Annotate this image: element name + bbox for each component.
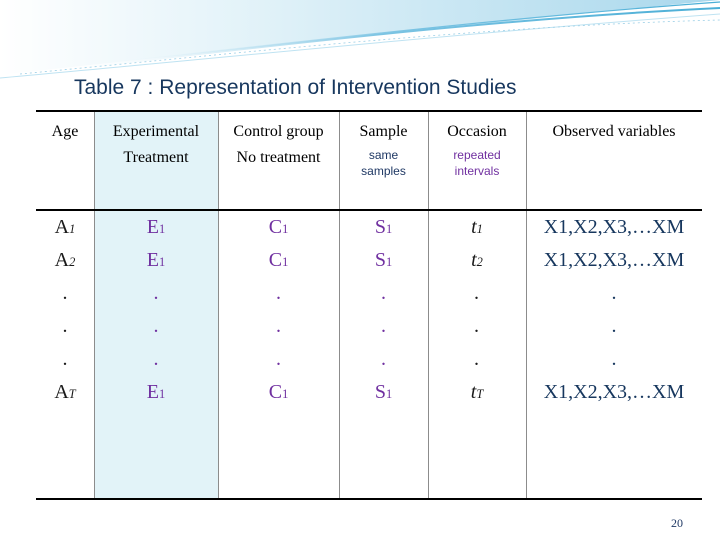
age-cell bbox=[36, 277, 94, 310]
table-top-rule bbox=[36, 110, 702, 112]
header-sample: Sample bbox=[359, 123, 408, 140]
age-value: A bbox=[54, 381, 69, 403]
header-age: Age bbox=[51, 123, 79, 140]
sample-cell bbox=[339, 244, 428, 279]
observed-cell: X1,X2,X3,…XM bbox=[543, 249, 685, 271]
sample-subscript: 1 bbox=[385, 255, 393, 269]
occasion-cell bbox=[428, 211, 526, 246]
experimental-value: E bbox=[146, 216, 159, 238]
header-sample-sub-line1: same bbox=[368, 148, 399, 162]
sample-value: S bbox=[374, 216, 386, 238]
control-cell bbox=[218, 376, 339, 411]
header-occasion: Occasion bbox=[447, 123, 507, 140]
sample-value: . bbox=[381, 315, 386, 337]
experimental-cell bbox=[94, 277, 218, 310]
age-cell bbox=[36, 343, 94, 376]
sample-cell bbox=[339, 343, 428, 376]
control-value: . bbox=[276, 315, 281, 337]
sample-cell bbox=[339, 277, 428, 310]
occasion-subscript: 2 bbox=[476, 255, 483, 269]
experimental-cell bbox=[94, 211, 218, 246]
header-experimental: Experimental bbox=[112, 123, 200, 140]
occasion-value: t bbox=[471, 249, 477, 271]
observed-cell: . bbox=[611, 282, 617, 304]
age-cell bbox=[36, 211, 94, 246]
experimental-subscript: 1 bbox=[159, 222, 166, 236]
control-cell bbox=[218, 343, 339, 376]
sample-value: . bbox=[381, 348, 386, 370]
age-value: . bbox=[62, 315, 68, 337]
experimental-cell bbox=[94, 310, 218, 343]
intervention-table bbox=[36, 110, 702, 500]
experimental-value: . bbox=[153, 315, 159, 337]
control-value: C bbox=[268, 216, 283, 238]
age-value: A bbox=[54, 249, 70, 271]
experimental-value: . bbox=[153, 348, 159, 370]
header-observed: Observed variables bbox=[552, 123, 676, 140]
control-subscript: 1 bbox=[282, 387, 289, 401]
sample-value: S bbox=[374, 381, 386, 403]
sample-subscript: 1 bbox=[385, 387, 393, 401]
control-value: C bbox=[268, 249, 283, 271]
observed-cell: X1,X2,X3,…XM bbox=[543, 216, 685, 238]
page-number: 20 bbox=[671, 516, 683, 530]
experimental-cell bbox=[94, 376, 218, 411]
experimental-value: E bbox=[146, 249, 159, 271]
control-cell bbox=[218, 211, 339, 246]
control-value: . bbox=[276, 348, 281, 370]
control-value: C bbox=[268, 381, 283, 403]
header-experimental-sub: Treatment bbox=[123, 149, 189, 166]
occasion-cell bbox=[428, 343, 526, 376]
occasion-cell bbox=[428, 376, 526, 411]
control-value: . bbox=[276, 282, 281, 304]
observed-cell: . bbox=[611, 348, 617, 370]
header-occasion-sub-line1: repeated bbox=[453, 148, 501, 162]
control-cell bbox=[218, 277, 339, 310]
experimental-cell bbox=[94, 343, 218, 376]
occasion-subscript: T bbox=[476, 387, 484, 401]
age-subscript: 2 bbox=[69, 255, 76, 269]
occasion-value: . bbox=[474, 282, 480, 304]
occasion-cell bbox=[428, 310, 526, 343]
header-control: Control group bbox=[233, 123, 324, 140]
age-subscript: 1 bbox=[69, 222, 76, 236]
header-occasion-sub-line2: intervals bbox=[454, 164, 500, 178]
sample-cell bbox=[339, 211, 428, 246]
observed-cell: X1,X2,X3,…XM bbox=[543, 381, 685, 403]
control-cell bbox=[218, 244, 339, 279]
experimental-subscript: 1 bbox=[159, 387, 166, 401]
occasion-cell bbox=[428, 277, 526, 310]
occasion-cell bbox=[428, 244, 526, 279]
age-subscript: T bbox=[68, 387, 76, 401]
age-cell bbox=[36, 310, 94, 343]
occasion-value: t bbox=[471, 216, 477, 238]
experimental-cell bbox=[94, 244, 218, 279]
age-cell bbox=[36, 376, 94, 411]
occasion-value: . bbox=[474, 348, 480, 370]
sample-subscript: 1 bbox=[385, 222, 393, 236]
sample-value: S bbox=[374, 249, 386, 271]
occasion-subscript: 1 bbox=[476, 222, 483, 236]
age-value: . bbox=[62, 348, 68, 370]
age-value: . bbox=[62, 282, 68, 304]
header-sample-sub-line2: samples bbox=[361, 164, 406, 178]
experimental-subscript: 1 bbox=[159, 255, 166, 269]
header-control-sub: No treatment bbox=[236, 149, 321, 166]
control-cell bbox=[218, 310, 339, 343]
age-cell bbox=[36, 244, 94, 279]
control-subscript: 1 bbox=[282, 222, 289, 236]
occasion-value: t bbox=[470, 381, 477, 403]
sample-cell bbox=[339, 310, 428, 343]
table-title: Table 7 : Representation of Intervention Studies bbox=[74, 76, 517, 99]
table-bottom-rule bbox=[36, 498, 702, 500]
control-subscript: 1 bbox=[282, 255, 289, 269]
age-value: A bbox=[54, 216, 70, 238]
experimental-value: . bbox=[153, 282, 159, 304]
occasion-value: . bbox=[474, 315, 480, 337]
observed-cell: . bbox=[611, 315, 617, 337]
sample-value: . bbox=[381, 282, 386, 304]
experimental-value: E bbox=[146, 381, 159, 403]
sample-cell bbox=[339, 376, 428, 411]
